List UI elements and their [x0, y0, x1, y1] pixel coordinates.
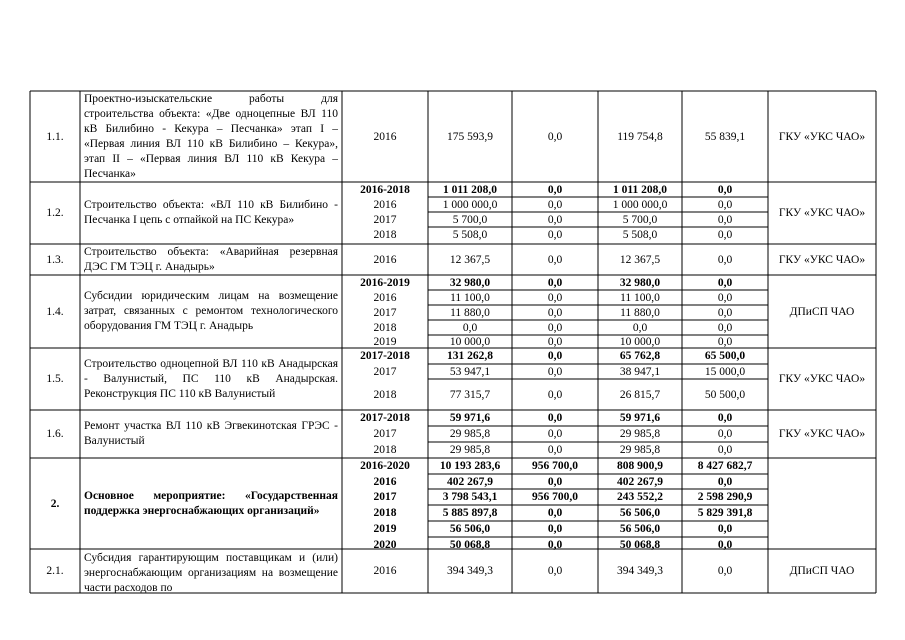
total-cell: 32 980,0: [449, 276, 491, 289]
federal-cell: 0,0: [547, 198, 563, 211]
year-cell: 2016: [373, 253, 397, 266]
description-cell: [84, 458, 338, 549]
total-cell: 59 971,6: [449, 412, 491, 424]
federal-cell: 0,0: [547, 229, 563, 241]
executor-cell: ГКУ «УКС ЧАО»: [778, 428, 866, 440]
extra-cell: 0,0: [717, 539, 733, 551]
total-cell: 1 000 000,0: [442, 198, 498, 211]
regional-cell: 65 762,8: [619, 350, 661, 362]
row-number: 1.2.: [46, 207, 64, 219]
federal-cell: 956 700,0: [532, 460, 578, 472]
executor-cell: ГКУ «УКС ЧАО»: [778, 207, 866, 219]
total-cell: 56 506,0: [449, 523, 491, 535]
federal-cell: 0,0: [547, 131, 563, 143]
extra-cell: 0,0: [717, 412, 733, 424]
extra-cell: 0,0: [717, 213, 733, 226]
federal-cell: 0,0: [547, 306, 563, 319]
row-number: 1.4.: [46, 305, 64, 318]
regional-cell: 808 900,9: [617, 460, 663, 472]
extra-cell: 15 000,0: [704, 365, 746, 378]
regional-cell: 32 980,0: [619, 276, 661, 289]
year-cell: 2016: [373, 475, 397, 488]
regional-cell: 56 506,0: [619, 507, 661, 519]
executor-cell: ДПиСП ЧАО: [789, 565, 855, 577]
federal-cell: 0,0: [547, 412, 563, 424]
year-cell: 2016-2020: [360, 460, 410, 472]
year-cell: 2016: [373, 291, 397, 304]
extra-cell: 55 839,1: [704, 131, 746, 143]
regional-cell: 29 985,8: [619, 428, 661, 440]
year-cell: 2017-2018: [360, 412, 410, 424]
extra-cell: 0,0: [717, 428, 733, 440]
description-text: Строительство объекта: «ВЛ 110 кВ Билибино - Песчанка I цепь с отпайкой на ПС Кекура»: [84, 199, 338, 226]
row-number: 2.1.: [46, 565, 64, 577]
executor-cell: [772, 458, 872, 549]
extra-cell: 0,0: [717, 306, 733, 319]
total-cell: 394 349,3: [447, 565, 493, 577]
federal-cell: 0,0: [547, 321, 563, 334]
total-cell: 10 000,0: [449, 335, 491, 348]
executor-cell: ГКУ «УКС ЧАО»: [778, 253, 866, 266]
federal-cell: 0,0: [547, 253, 563, 266]
year-cell: 2016: [373, 131, 397, 143]
total-cell: 53 947,1: [449, 365, 491, 378]
description-cell: [84, 182, 338, 244]
year-cell: 2018: [373, 507, 397, 519]
regional-cell: 12 367,5: [619, 253, 661, 266]
total-cell: 5 700,0: [452, 213, 488, 226]
year-cell: 2018: [373, 321, 397, 334]
federal-cell: 0,0: [547, 444, 563, 456]
total-cell: 77 315,7: [449, 388, 491, 401]
year-cell: 2018: [373, 444, 397, 456]
extra-cell: 0,0: [717, 253, 733, 266]
description-cell: [84, 348, 338, 410]
regional-cell: 56 506,0: [619, 523, 661, 535]
total-cell: 0,0: [462, 321, 478, 334]
row-number: 1.6.: [46, 428, 64, 440]
total-cell: 1 011 208,0: [443, 183, 497, 196]
year-cell: 2019: [373, 335, 397, 348]
federal-cell: 0,0: [547, 213, 563, 226]
year-cell: 2016: [373, 565, 397, 577]
regional-cell: 50 068,8: [619, 539, 661, 551]
extra-cell: 0,0: [717, 444, 733, 456]
extra-cell: 0,0: [717, 229, 733, 241]
description-cell: [84, 549, 338, 593]
extra-cell: 0,0: [717, 276, 733, 289]
federal-cell: 956 700,0: [532, 491, 578, 503]
federal-cell: 0,0: [547, 388, 563, 401]
description-cell: [84, 410, 338, 458]
regional-cell: 26 815,7: [619, 388, 661, 401]
federal-cell: 0,0: [547, 350, 563, 362]
description-text: Строительство объекта: «Аварийная резервная ДЭС ГМ ТЭЦ г. Анадырь»: [84, 245, 338, 273]
regional-cell: 11 100,0: [620, 291, 660, 304]
extra-cell: 8 427 682,7: [697, 460, 753, 472]
federal-cell: 0,0: [547, 475, 563, 488]
year-cell: 2016: [373, 198, 397, 211]
extra-cell: 0,0: [717, 291, 733, 304]
description-text: Субсидия гарантирующим поставщикам и (или) энергоснабжающим организациям на возмещение части расходов по: [84, 552, 338, 593]
federal-cell: 0,0: [547, 523, 563, 535]
federal-cell: 0,0: [547, 183, 563, 196]
year-cell: 2016-2019: [360, 276, 410, 289]
regional-cell: 5 508,0: [622, 229, 658, 241]
regional-cell: 38 947,1: [619, 365, 661, 378]
regional-cell: 29 985,8: [619, 444, 661, 456]
extra-cell: 0,0: [717, 321, 733, 334]
total-cell: 29 985,8: [449, 444, 491, 456]
total-cell: 50 068,8: [449, 539, 491, 551]
regional-cell: 1 000 000,0: [612, 198, 668, 211]
total-cell: 175 593,9: [447, 131, 493, 143]
description-cell: [84, 244, 338, 275]
executor-cell: ГКУ «УКС ЧАО»: [778, 373, 866, 385]
year-cell: 2017: [373, 428, 397, 440]
executor-cell: ДПиСП ЧАО: [789, 305, 855, 318]
regional-cell: 59 971,6: [619, 412, 661, 424]
total-cell: 11 880,0: [450, 306, 490, 319]
total-cell: 10 193 283,6: [439, 460, 501, 472]
description-text: Основное мероприятие: «Государственная поддержка энергоснабжающих организаций»: [84, 489, 338, 517]
total-cell: 11 100,0: [450, 291, 490, 304]
description-text: Строительство одноцепной ВЛ 110 кВ Анадырская - Валунистый, ПС 110 кВ Анадырская. Реконструкция ПС 110 кВ Валунистый: [84, 357, 338, 400]
total-cell: 12 367,5: [449, 253, 491, 266]
description-cell: [84, 275, 338, 348]
year-cell: 2019: [373, 523, 397, 535]
extra-cell: 0,0: [717, 183, 733, 196]
regional-cell: 243 552,2: [617, 491, 663, 503]
total-cell: 3 798 543,1: [442, 491, 498, 503]
total-cell: 29 985,8: [449, 428, 491, 440]
extra-cell: 65 500,0: [704, 350, 746, 362]
regional-cell: 11 880,0: [620, 306, 660, 319]
year-cell: 2017: [373, 213, 397, 226]
year-cell: 2020: [373, 539, 397, 551]
regional-cell: 394 349,3: [617, 565, 663, 577]
total-cell: 5 508,0: [452, 229, 488, 241]
regional-cell: 5 700,0: [622, 213, 658, 226]
regional-cell: 402 267,9: [617, 475, 663, 488]
extra-cell: 0,0: [717, 335, 733, 348]
description-cell: [84, 91, 338, 182]
year-cell: 2018: [373, 229, 397, 241]
executor-cell: ГКУ «УКС ЧАО»: [778, 130, 866, 143]
year-cell: 2017: [373, 306, 397, 319]
row-number: 2.: [50, 497, 60, 510]
description-text: Ремонт участка ВЛ 110 кВ Эгвекинотская ГРЭС - Валунистый: [84, 420, 338, 447]
federal-cell: 0,0: [547, 335, 563, 348]
year-cell: 2017-2018: [360, 350, 410, 362]
year-cell: 2016-2018: [360, 183, 410, 196]
federal-cell: 0,0: [547, 507, 563, 519]
extra-cell: 0,0: [717, 475, 733, 488]
federal-cell: 0,0: [547, 365, 563, 378]
extra-cell: 0,0: [717, 565, 733, 577]
description-text: Проектно-изыскательские работы для строительства объекта: «Две одноцепные ВЛ 110 кВ Билибино - Кекура – Песчанка» этап I – «Первая линия ВЛ 110 кВ Билибино – Кекура», этап II – «Первая линия ВЛ 110 кВ Кекура – Песчанка»: [84, 92, 338, 180]
federal-cell: 0,0: [547, 428, 563, 440]
extra-cell: 2 598 290,9: [697, 491, 753, 503]
regional-cell: 1 011 208,0: [613, 183, 667, 196]
year-cell: 2018: [373, 388, 397, 401]
total-cell: 402 267,9: [447, 475, 493, 488]
extra-cell: 0,0: [717, 198, 733, 211]
extra-cell: 50 500,0: [704, 388, 746, 401]
federal-cell: 0,0: [547, 276, 563, 289]
total-cell: 5 885 897,8: [442, 507, 498, 519]
federal-cell: 0,0: [547, 565, 563, 577]
year-cell: 2017: [373, 491, 397, 503]
total-cell: 131 262,8: [447, 350, 493, 362]
extra-cell: 5 829 391,8: [697, 507, 753, 519]
extra-cell: 0,0: [717, 523, 733, 535]
row-number: 1.3.: [46, 253, 64, 266]
row-number: 1.5.: [46, 373, 64, 385]
regional-cell: 0,0: [632, 321, 648, 334]
year-cell: 2017: [373, 365, 397, 378]
row-number: 1.1.: [46, 130, 64, 143]
federal-cell: 0,0: [547, 539, 563, 551]
regional-cell: 119 754,8: [617, 131, 663, 143]
federal-cell: 0,0: [547, 291, 563, 304]
regional-cell: 10 000,0: [619, 335, 661, 348]
description-text: Субсидии юридическим лицам на возмещение затрат, связанных с ремонтом технологического оборудования ГМ ТЭЦ г. Анадырь: [84, 290, 338, 332]
